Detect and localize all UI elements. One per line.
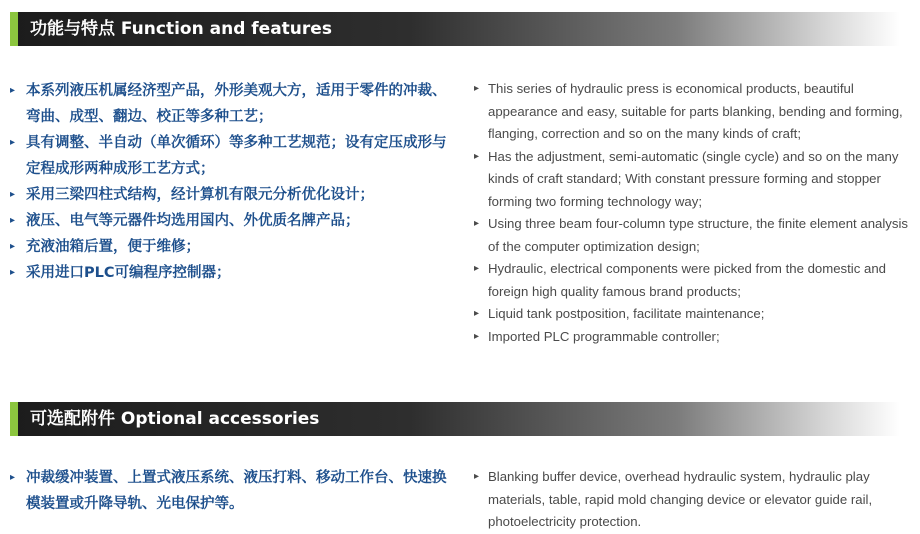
list-item [474,303,914,326]
list-item [10,465,450,517]
list-item [10,182,450,208]
list-item [474,258,914,303]
header-accent-bar [10,12,18,46]
bullet-icon: ▸ [10,189,16,200]
bullet-icon: ▸ [10,241,16,252]
bullet-icon: ▸ [474,330,480,342]
list-item-text: Imported PLC programmable controller; [488,328,720,344]
functions-english-list [474,78,914,348]
functions-title: 功能与特点 Function and features [30,19,332,39]
list-item-text: Hydraulic, electrical components were picked from the domestic and foreign high quality famous brand products; [488,261,887,299]
list-item [10,260,450,286]
list-item-text: 采用进口PLC可编程序控制器； [26,265,231,281]
list-item [10,78,450,130]
bullet-icon: ▸ [474,150,480,162]
bullet-icon: ▸ [10,215,16,226]
bullet-icon: ▸ [474,218,480,229]
bullet-icon: ▸ [474,83,480,94]
list-item [474,213,914,258]
bullet-icon: ▸ [474,263,480,274]
list-item [474,146,914,214]
list-item [474,78,914,146]
header-accent-bar [10,402,18,436]
list-item [474,326,914,349]
list-item [10,208,450,234]
list-item-text: 液压、电气等元器件均选用国内、外优质名牌产品； [26,213,360,229]
list-item-text: 具有调整、半自动（单次循环）等多种工艺规范；设有定压成形与定程成形两种成形工艺方式； [26,135,447,177]
functions-chinese-list [10,78,450,286]
bullet-icon: ▸ [10,267,16,278]
bullet-icon: ▸ [10,472,16,483]
list-item-text: This series of hydraulic press is economical products, beautiful appearance and easy, suitable for parts blanking, bending and forming, flanging, correction and so on the many kinds of craft; [488,81,903,141]
accessories-english-list [474,466,914,534]
list-item-text: 采用三梁四柱式结构，经计算机有限元分析优化设计； [26,187,374,203]
list-item-text: Liquid tank postposition, facilitate maintenance; [488,306,765,321]
list-item-text: 冲裁缓冲装置、上置式液压系统、液压打料、移动工作台、快速换模装置或升降导轨、光电保护等。 [26,470,447,512]
bullet-icon: ▸ [10,137,16,148]
list-item-text: Using three beam four-column type structure, the finite element analysis of the computer optimization design; [488,216,909,254]
bullet-icon: ▸ [474,471,480,482]
bullet-icon: ▸ [10,85,16,96]
list-item [474,466,914,534]
accessories-title: 可选配附件 Optional accessories [30,409,320,429]
list-item-text: Blanking buffer device, overhead hydraulic system, hydraulic play materials, table, rapid mold changing device or elevator guide rail, photoelectricity protection. [488,469,873,529]
accessories-chinese-list [10,465,450,517]
list-item-text: Has the adjustment, semi-automatic (single cycle) and so on the many kinds of craft standard; With constant pressure forming and stopper forming two forming technology way; [488,148,899,209]
list-item [10,234,450,260]
bullet-icon: ▸ [474,308,480,319]
list-item-text: 本系列液压机属经济型产品，外形美观大方，适用于零件的冲裁、弯曲、成型、翻边、校正等多种工艺； [26,83,447,125]
functions-header [10,12,900,46]
accessories-header [10,402,900,436]
list-item-text: 充液油箱后置，便于维修； [26,239,200,255]
list-item [10,130,450,182]
